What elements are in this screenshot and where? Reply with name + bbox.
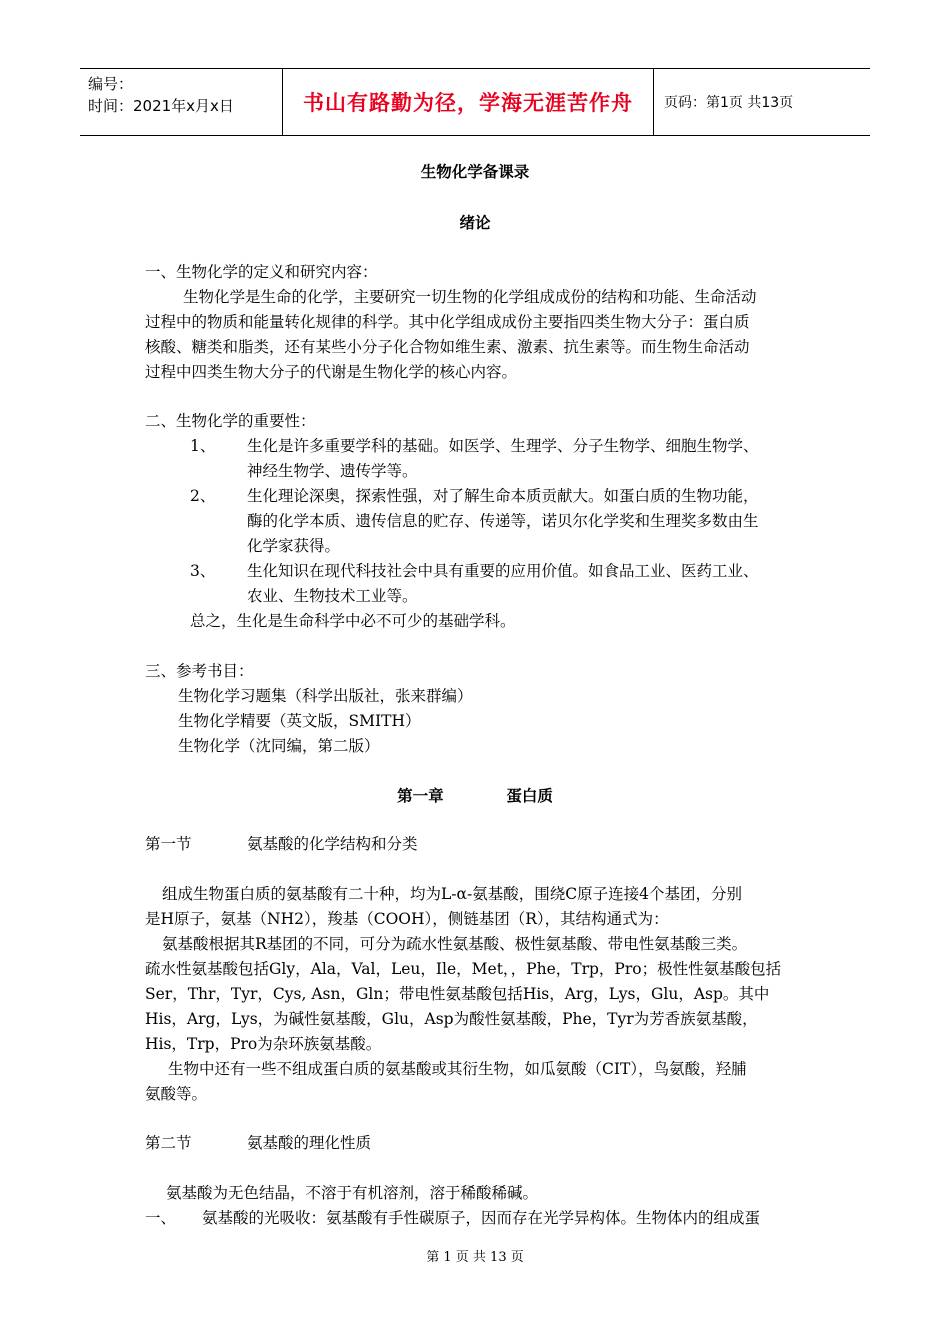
section3-heading: 三、参考书目： <box>145 662 254 680</box>
chapter-title: 蛋白质 <box>506 786 553 805</box>
list-number: 3、 <box>190 562 216 580</box>
section-label: 第二节 <box>145 1134 192 1152</box>
body-line: 氨基酸为无色结晶，不溶于有机溶剂，溶于稀酸稀碱。 <box>166 1184 539 1202</box>
body-line: His，Arg，Lys，为碱性氨基酸，Glu，Asp为酸性氨基酸，Phe，Tyr为芳香族氨基酸， <box>145 1010 758 1028</box>
list-item-line: 生化知识在现代科技社会中具有重要的应用价值。如食品工业、医药工业、 <box>247 562 759 580</box>
chapter-heading <box>0 784 950 806</box>
section1-line: 核酸、糖类和脂类，还有某些小分子化合物如维生素、激素、抗生素等。而生物生命活动 <box>145 338 750 356</box>
section-title: 氨基酸的理化性质 <box>247 1134 372 1152</box>
number-label: 编号： <box>88 75 134 93</box>
list-item-line: 农业、生物技术工业等。 <box>247 587 418 605</box>
body-line: 氨基酸的光吸收：氨基酸有手性碳原子，因而存在光学异构体。生物体内的组成蛋 <box>202 1209 761 1227</box>
body-line: 氨酸等。 <box>145 1085 208 1103</box>
body-line: Ser，Thr，Tyr，Cys, Asn，Gln；带电性氨基酸包括His，Arg，Lys，Glu，Asp。其中 <box>145 985 770 1003</box>
list-item-line: 生化理论深奥，探索性强，对了解生命本质贡献大。如蛋白质的生物功能， <box>247 487 759 505</box>
chapter-label: 第一章 <box>397 786 444 805</box>
section1-line: 生物化学是生命的化学，主要研究一切生物的化学组成成份的结构和功能、生命活动 <box>183 288 757 306</box>
book-item: 生物化学习题集（科学出版社，张来群编） <box>178 687 473 705</box>
section2-heading: 二、生物化学的重要性： <box>145 412 316 430</box>
list-number: 1、 <box>190 437 216 455</box>
page-footer: 第 1 页 共 13 页 <box>426 1250 524 1265</box>
list-item-line: 生化是许多重要学科的基础。如医学、生理学、分子生物学、细胞生物学、 <box>247 437 759 455</box>
page-info: 页码：第1页 共13页 <box>664 95 794 111</box>
section-title: 氨基酸的化学结构和分类 <box>247 835 418 853</box>
body-line: 氨基酸根据其R基团的不同，可分为疏水性氨基酸、极性氨基酸、带电性氨基酸三类。 <box>162 935 748 953</box>
page-header <box>80 68 870 136</box>
body-line: 组成生物蛋白质的氨基酸有二十种，均为L-α-氨基酸，围绕C原子连接4个基团，分别 <box>162 885 742 903</box>
header-meta <box>80 69 282 135</box>
body-line: 生物中还有一些不组成蛋白质的氨基酸或其衍生物，如瓜氨酸（CIT），鸟氨酸，羟脯 <box>168 1060 747 1078</box>
header-page-info <box>654 69 870 135</box>
motto: 书山有路勤为径，学海无涯苦作舟 <box>303 91 633 115</box>
section2-summary: 总之，生化是生命科学中必不可少的基础学科。 <box>190 612 516 630</box>
list-number: 2、 <box>190 487 216 505</box>
section1-line: 过程中四类生物大分子的代谢是生物化学的核心内容。 <box>145 363 518 381</box>
doc-title: 生物化学备课录 <box>420 162 530 181</box>
list-item-line: 神经生物学、遗传学等。 <box>247 462 418 480</box>
body-line: His，Trp，Pro为杂环族氨基酸。 <box>145 1035 382 1053</box>
intro-title: 绪论 <box>459 213 491 232</box>
body-line: 疏水性氨基酸包括Gly，Ala，Val，Leu，Ile，Met，，Phe，Trp，Pro；极性性氨基酸包括 <box>145 960 782 978</box>
book-item: 生物化学（沈同编，第二版） <box>178 737 380 755</box>
list-item-line: 酶的化学本质、遗传信息的贮存、传递等，诺贝尔化学奖和生理奖多数由生 <box>247 512 759 530</box>
body-line: 是H原子，氨基（NH2），羧基（COOH），侧链基团（R），其结构通式为： <box>145 910 669 928</box>
section1-line: 过程中的物质和能量转化规律的科学。其中化学组成成份主要指四类生物大分子：蛋白质 <box>145 313 750 331</box>
list-item-line: 化学家获得。 <box>247 537 341 555</box>
book-item: 生物化学精要（英文版，SMITH） <box>178 712 421 730</box>
header-motto-cell <box>282 69 654 135</box>
section1-heading: 一、生物化学的定义和研究内容： <box>145 263 378 281</box>
list-number: 一、 <box>145 1209 177 1227</box>
section-label: 第一节 <box>145 835 192 853</box>
time-label: 时间：2021年x月x日 <box>88 97 234 115</box>
